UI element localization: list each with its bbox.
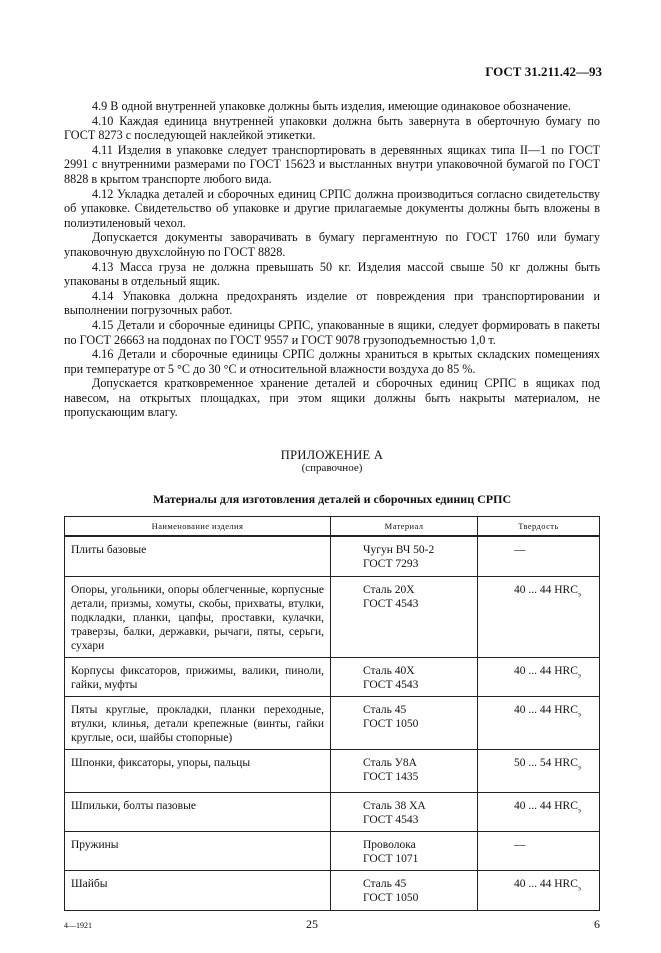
material-standard: ГОСТ 4543 xyxy=(363,597,419,610)
table-row xyxy=(65,536,600,576)
hardness-subscript: э xyxy=(577,805,581,814)
material-cell xyxy=(331,576,478,657)
paragraph: 4.16 Детали и сборочные единицы СРПС должны храниться в крытых складских помещениях при температуре от 5 °С до 30 °С и относительной влажности воздуха до 85 %. xyxy=(64,347,600,376)
paragraph: 4.12 Укладка деталей и сборочных единиц СРПС должна производиться согласно свидетельству об упаковке. Свидетельство об упаковке и другие прилагаемые документы должны быть вложены в полиэтиленовый чехол. xyxy=(64,186,600,230)
material-cell xyxy=(331,870,478,910)
hardness-cell xyxy=(478,576,600,657)
material-standard: ГОСТ 7293 xyxy=(363,558,419,571)
hardness-subscript: э xyxy=(577,709,581,718)
item-name: Плиты базовые xyxy=(65,536,331,576)
table-row xyxy=(65,870,600,910)
table-header-row xyxy=(65,517,600,537)
item-name: Пружины xyxy=(65,831,331,870)
material-cell xyxy=(331,749,478,792)
material-standard: ГОСТ 4543 xyxy=(363,813,419,826)
paragraph: 4.11 Изделия в упаковке следует транспортировать в деревянных ящиках типа II—1 по ГОСТ 2991 с внутренними размерами по ГОСТ 15623 и выстланных внутри упаковочной бумагой по ГОСТ 8828 в крытом транспорте любого вида. xyxy=(64,142,600,186)
hardness-cell xyxy=(478,536,600,576)
material-standard: ГОСТ 1050 xyxy=(363,717,419,730)
hardness-value: 50 ... 54 HRC xyxy=(514,756,578,769)
hardness-cell xyxy=(478,792,600,831)
hardness-cell xyxy=(478,696,600,749)
table-row xyxy=(65,696,600,749)
material-cell xyxy=(331,831,478,870)
paragraph: 4.13 Масса груза не должна превышать 50 кг. Изделия массой свыше 50 кг должны быть упакованы в отдельный ящик. xyxy=(64,259,600,289)
material-cell xyxy=(331,696,478,749)
material-standard: ГОСТ 1071 xyxy=(363,852,419,865)
page-number: 25 xyxy=(306,916,318,931)
hardness-value: — xyxy=(514,838,526,851)
paragraph: Допускается документы заворачивать в бумагу пергаментную по ГОСТ 1760 или бумагу упаковочную двухслойную по ГОСТ 8828. xyxy=(64,230,600,259)
hardness-value: 40 ... 44 HRC xyxy=(514,877,578,890)
hardness-cell xyxy=(478,749,600,792)
hardness-subscript: э xyxy=(577,589,581,598)
material-cell xyxy=(331,536,478,576)
hardness-subscript: э xyxy=(577,883,581,892)
table-row xyxy=(65,576,600,657)
item-name: Пяты круглые, прокладки, планки переходные, втулки, клинья, детали крепежные (винты, гайки круглые, оси, шайбы стопорные) xyxy=(65,696,331,749)
table-row xyxy=(65,792,600,831)
appendix-subtitle: (справочное) xyxy=(301,462,363,475)
hardness-cell xyxy=(478,831,600,870)
material-cell xyxy=(331,792,478,831)
hardness-subscript: э xyxy=(577,670,581,679)
hardness-subscript: э xyxy=(577,762,581,771)
hardness-value: 40 ... 44 HRC xyxy=(514,583,578,596)
paragraph: 4.14 Упаковка должна предохранять изделие от повреждения при транспортировании и выполнении погрузочных работ. xyxy=(64,288,600,318)
paragraph: Допускается кратковременное хранение деталей и сборочных единиц СРПС в ящиках под навесом, на открытых площадках, при этом ящики должны быть накрыты материалом, не пропускающим влагу. xyxy=(64,376,600,420)
print-order: 4—1921 xyxy=(64,920,92,930)
page-footer xyxy=(64,917,600,933)
hardness-value: 40 ... 44 HRC xyxy=(514,703,578,716)
appendix-title: ПРИЛОЖЕНИЕ А xyxy=(280,448,384,463)
table-row xyxy=(65,657,600,696)
table-row xyxy=(65,831,600,870)
sheet-number: 6 xyxy=(594,916,600,931)
item-name: Опоры, угольники, опоры облегченные, корпусные детали, призмы, хомуты, скобы, прихваты, втулки, подкладки, планки, цапфы, проставки, кулачки, траверзы, балки, державки, рычаги, пяты, серьги, сухари xyxy=(65,576,331,657)
material-standard: ГОСТ 1050 xyxy=(363,891,419,904)
column-header: Твердость xyxy=(478,517,600,537)
material-grade: Сталь У8А xyxy=(363,756,417,769)
material-grade: Проволока xyxy=(363,838,416,851)
material-cell xyxy=(331,657,478,696)
material-standard: ГОСТ 4543 xyxy=(363,678,419,691)
material-grade: Сталь 45 xyxy=(363,703,407,716)
material-grade: Сталь 40Х xyxy=(363,664,415,677)
body-text xyxy=(64,99,600,420)
hardness-value: 40 ... 44 HRC xyxy=(514,664,578,677)
table-row xyxy=(65,749,600,792)
document-number: ГОСТ 31.211.42—93 xyxy=(485,64,602,79)
hardness-value: 40 ... 44 HRC xyxy=(514,799,578,812)
paragraph: 4.15 Детали и сборочные единицы СРПС, упакованные в ящики, следует формировать в пакеты по ГОСТ 26663 на поддонах по ГОСТ 9557 и ГОСТ 9078 грузоподъемностью 1,0 т. xyxy=(64,317,600,347)
material-grade: Сталь 45 xyxy=(363,877,407,890)
hardness-cell xyxy=(478,657,600,696)
material-grade: Чугун ВЧ 50-2 xyxy=(363,544,435,557)
table-title: Материалы для изготовления деталей и сборочных единиц СРПС xyxy=(152,492,512,507)
paragraph: 4.9 В одной внутренней упаковке должны быть изделия, имеющие одинаковое обозначение. xyxy=(92,99,571,113)
material-standard: ГОСТ 1435 xyxy=(363,770,419,783)
document-page xyxy=(64,0,600,953)
material-grade: Сталь 38 ХА xyxy=(363,799,426,812)
column-header: Наименование изделия xyxy=(65,517,331,537)
item-name: Корпусы фиксаторов, прижимы, валики, пиноли, гайки, муфты xyxy=(65,657,331,696)
material-grade: Сталь 20Х xyxy=(363,583,415,596)
materials-table xyxy=(64,516,600,911)
item-name: Шпильки, болты пазовые xyxy=(65,792,331,831)
column-header: Материал xyxy=(331,517,478,537)
item-name: Шпонки, фиксаторы, упоры, пальцы xyxy=(65,749,331,792)
hardness-value: — xyxy=(514,544,526,557)
paragraph: 4.10 Каждая единица внутренней упаковки должна быть завернута в оберточную бумагу по ГОСТ 8273 с последующей наклейкой этикетки. xyxy=(64,113,600,143)
hardness-cell xyxy=(478,870,600,910)
item-name: Шайбы xyxy=(65,870,331,910)
